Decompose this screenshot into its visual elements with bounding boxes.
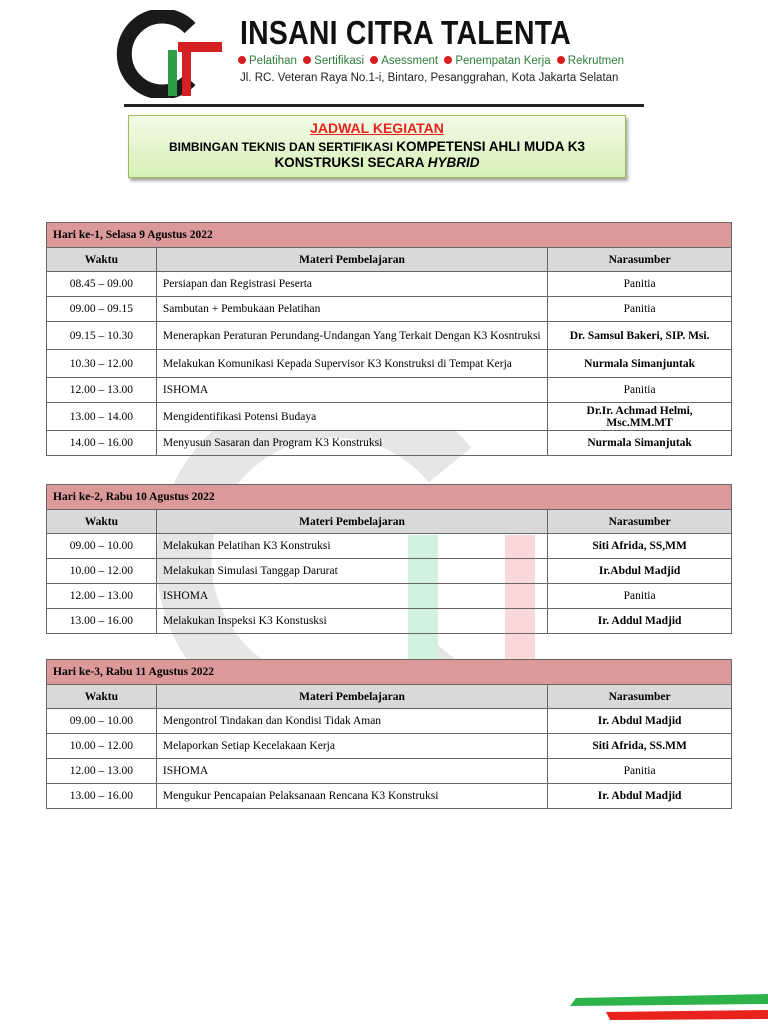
time-cell: 12.00 – 13.00 — [47, 378, 157, 403]
material-cell: Menyusun Sasaran dan Program K3 Konstruksi — [156, 431, 547, 456]
time-cell: 13.00 – 14.00 — [47, 403, 157, 431]
table-row — [47, 431, 732, 456]
schedule-table-day-1 — [46, 222, 732, 456]
speaker-cell: Siti Afrida, SS.MM — [548, 734, 732, 759]
speaker-cell: Siti Afrida, SS,MM — [548, 534, 732, 559]
header-divider — [124, 104, 644, 107]
document-heading: JADWAL KEGIATAN — [310, 120, 444, 136]
speaker-cell: Dr. Samsul Bakeri, SIP. Msi. — [548, 322, 732, 350]
time-cell: 13.00 – 16.00 — [47, 784, 157, 809]
table-row — [47, 609, 732, 634]
material-cell: Menerapkan Peraturan Perundang-Undangan Yang Terkait Dengan K3 Kosntruksi — [156, 322, 547, 350]
material-cell: Melakukan Komunikasi Kepada Supervisor K3 Konstruksi di Tempat Kerja — [156, 350, 547, 378]
document-title-box — [128, 115, 626, 178]
material-cell: ISHOMA — [156, 378, 547, 403]
service-item: Asessment — [381, 55, 439, 67]
time-cell: 14.00 – 16.00 — [47, 431, 157, 456]
red-bullet-icon — [303, 56, 311, 64]
subtitle-part: KONSTRUKSI SECARA — [274, 155, 425, 170]
table-row — [47, 759, 732, 784]
time-cell: 13.00 – 16.00 — [47, 609, 157, 634]
column-header-material: Materi Pembelajaran — [156, 248, 547, 272]
day-header: Hari ke-2, Rabu 10 Agustus 2022 — [47, 485, 732, 510]
time-cell: 09.00 – 10.00 — [47, 709, 157, 734]
service-item: Rekrutmen — [567, 55, 625, 67]
material-cell: Mengukur Pencapaian Pelaksanaan Rencana K3 Konstruksi — [156, 784, 547, 809]
column-header-material: Materi Pembelajaran — [156, 685, 547, 709]
column-header-time: Waktu — [47, 248, 157, 272]
material-cell: ISHOMA — [156, 584, 547, 609]
speaker-cell: Dr.Ir. Achmad Helmi, Msc.MM.MT — [548, 403, 732, 431]
time-cell: 09.15 – 10.30 — [47, 322, 157, 350]
service-item: Sertifikasi — [314, 55, 365, 67]
speaker-cell: Nurmala Simanjutak — [548, 431, 732, 456]
letterhead — [112, 8, 647, 108]
red-bullet-icon — [370, 56, 378, 64]
footer-stripes-icon — [560, 990, 768, 1024]
time-cell: 10.00 – 12.00 — [47, 734, 157, 759]
column-header-time: Waktu — [47, 510, 157, 534]
time-cell: 09.00 – 09.15 — [47, 297, 157, 322]
table-row — [47, 403, 732, 431]
material-cell: Persiapan dan Registrasi Peserta — [156, 272, 547, 297]
document-subtitle — [129, 139, 625, 171]
table-row — [47, 734, 732, 759]
red-bullet-icon — [238, 56, 246, 64]
column-header-time: Waktu — [47, 685, 157, 709]
speaker-cell: Ir. Addul Madjid — [548, 609, 732, 634]
table-row — [47, 322, 732, 350]
speaker-cell: Panitia — [548, 297, 732, 322]
material-cell: Mengidentifikasi Potensi Budaya — [156, 403, 547, 431]
speaker-cell: Panitia — [548, 272, 732, 297]
table-row — [47, 559, 732, 584]
speaker-cell: Ir.Abdul Madjid — [548, 559, 732, 584]
red-bullet-icon — [557, 56, 565, 64]
material-cell: Melakukan Pelatihan K3 Konstruksi — [156, 534, 547, 559]
day-header: Hari ke-3, Rabu 11 Agustus 2022 — [47, 660, 732, 685]
speaker-cell: Ir. Abdul Madjid — [548, 709, 732, 734]
subtitle-part: KOMPETENSI AHLI MUDA K3 — [396, 139, 586, 154]
schedule-table-day-3 — [46, 659, 732, 809]
table-row — [47, 378, 732, 403]
red-bullet-icon — [444, 56, 452, 64]
day-header: Hari ke-1, Selasa 9 Agustus 2022 — [47, 223, 732, 248]
table-row — [47, 709, 732, 734]
ict-logo-icon — [116, 10, 224, 98]
time-cell: 12.00 – 13.00 — [47, 759, 157, 784]
column-header-speaker: Narasumber — [548, 248, 732, 272]
material-cell: Melakukan Inspeksi K3 Konstusksi — [156, 609, 547, 634]
subtitle-part: HYBRID — [427, 155, 480, 170]
speaker-cell: Panitia — [548, 759, 732, 784]
table-row — [47, 350, 732, 378]
table-row — [47, 534, 732, 559]
organization-name: INSANI CITRA TALENTA — [240, 14, 571, 51]
service-item: Pelatihan — [249, 55, 297, 67]
organization-address: Jl. RC. Veteran Raya No.1-i, Bintaro, Pesanggrahan, Kota Jakarta Selatan — [240, 72, 619, 84]
service-item: Penempatan Kerja — [455, 55, 551, 67]
column-header-material: Materi Pembelajaran — [156, 510, 547, 534]
time-cell: 10.30 – 12.00 — [47, 350, 157, 378]
schedule-table-day-2 — [46, 484, 732, 634]
time-cell: 09.00 – 10.00 — [47, 534, 157, 559]
speaker-cell: Panitia — [548, 378, 732, 403]
subtitle-part: BIMBINGAN TEKNIS DAN SERTIFIKASI — [168, 140, 393, 154]
table-row — [47, 297, 732, 322]
time-cell: 10.00 – 12.00 — [47, 559, 157, 584]
speaker-cell: Nurmala Simanjuntak — [548, 350, 732, 378]
material-cell: Sambutan + Pembukaan Pelatihan — [156, 297, 547, 322]
table-row — [47, 784, 732, 809]
speaker-cell: Panitia — [548, 584, 732, 609]
material-cell: ISHOMA — [156, 759, 547, 784]
services-list — [238, 55, 627, 67]
time-cell: 12.00 – 13.00 — [47, 584, 157, 609]
column-header-speaker: Narasumber — [548, 685, 732, 709]
speaker-cell: Ir. Abdul Madjid — [548, 784, 732, 809]
time-cell: 08.45 – 09.00 — [47, 272, 157, 297]
material-cell: Mengontrol Tindakan dan Kondisi Tidak Aman — [156, 709, 547, 734]
table-row — [47, 272, 732, 297]
material-cell: Melaporkan Setiap Kecelakaan Kerja — [156, 734, 547, 759]
table-row — [47, 584, 732, 609]
column-header-speaker: Narasumber — [548, 510, 732, 534]
material-cell: Melakukan Simulasi Tanggap Darurat — [156, 559, 547, 584]
